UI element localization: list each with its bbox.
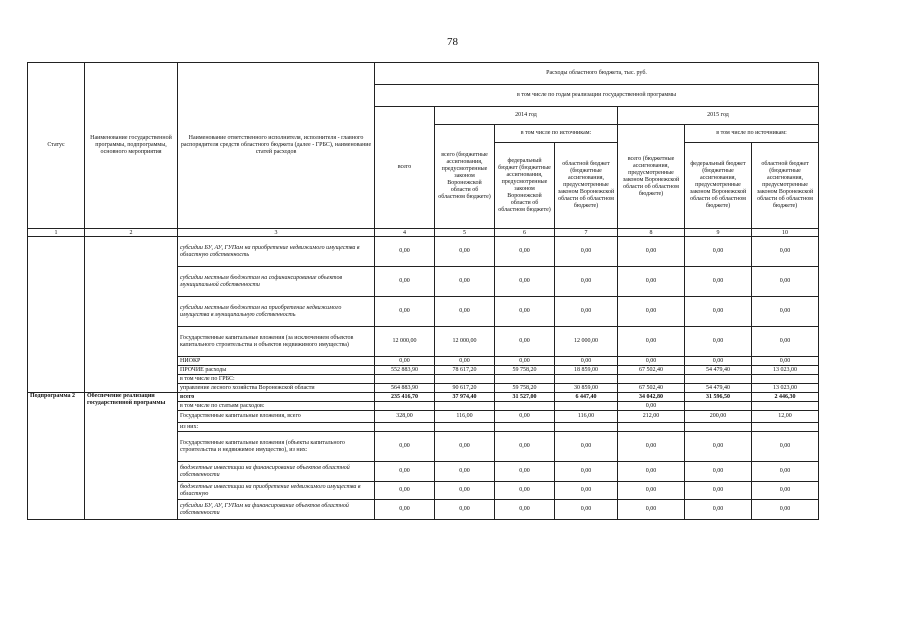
value-cell: 2 446,30 — [752, 393, 819, 402]
value-cell: 0,00 — [435, 357, 495, 366]
value-cell: 0,00 — [555, 500, 618, 520]
value-cell: 0,00 — [752, 500, 819, 520]
header-federal-2014: федеральный бюджет (бюджетные ассигнования, предусмотренные законом Воронежской области об областном бюджете) — [495, 143, 555, 229]
value-cell: 13 023,00 — [752, 384, 819, 393]
value-cell: 0,00 — [555, 237, 618, 267]
value-cell: 0,00 — [375, 357, 435, 366]
value-cell: 0,00 — [618, 357, 685, 366]
value-cell: 0,00 — [435, 482, 495, 500]
value-cell: 0,00 — [752, 237, 819, 267]
value-cell — [555, 423, 618, 432]
value-cell — [555, 375, 618, 384]
value-cell: 0,00 — [685, 267, 752, 297]
row-label: Государственные капитальные вложения (за исключением объектов капитального строительства и объектов недвижимого имущества) — [178, 327, 375, 357]
value-cell: 34 042,80 — [618, 393, 685, 402]
row-label: субсидии местным бюджетам на софинансирование объектов муниципальной собственности — [178, 267, 375, 297]
value-cell — [685, 375, 752, 384]
value-cell: 0,00 — [435, 432, 495, 462]
budget-table — [27, 62, 819, 520]
header-total: всего — [375, 107, 435, 229]
value-cell: 0,00 — [495, 327, 555, 357]
header-year-2015: 2015 год — [618, 107, 819, 125]
value-cell: 0,00 — [495, 297, 555, 327]
subprogram-name: Обеспечение реализации государственной программы — [85, 393, 178, 520]
value-cell: 0,00 — [435, 297, 495, 327]
value-cell: 0,00 — [752, 267, 819, 297]
value-cell — [375, 375, 435, 384]
value-cell — [752, 375, 819, 384]
value-cell: 0,00 — [495, 500, 555, 520]
value-cell: 0,00 — [752, 432, 819, 462]
row-label: бюджетные инвестиции на финансирование объектов областной собственности — [178, 462, 375, 482]
value-cell: 0,00 — [375, 237, 435, 267]
value-cell: 0,00 — [752, 327, 819, 357]
value-cell — [495, 423, 555, 432]
value-cell: 0,00 — [685, 432, 752, 462]
value-cell — [618, 375, 685, 384]
value-cell: 0,00 — [555, 267, 618, 297]
value-cell: 0,00 — [752, 482, 819, 500]
header-sources-2015: в том числе по источникам: — [685, 125, 819, 143]
value-cell: 0,00 — [435, 462, 495, 482]
row-label: субсидии БУ, АУ, ГУПам на финансирование объектов областной собственности — [178, 500, 375, 520]
value-cell: 212,00 — [618, 411, 685, 423]
status-cell — [28, 237, 85, 393]
table-row — [28, 237, 819, 267]
value-cell: 0,00 — [685, 462, 752, 482]
value-cell: 0,00 — [435, 267, 495, 297]
value-cell: 78 617,20 — [435, 366, 495, 375]
value-cell: 0,00 — [435, 237, 495, 267]
value-cell: 0,00 — [618, 267, 685, 297]
row-label: НИОКР — [178, 357, 375, 366]
header-by-years: в том числе по годам реализации государственной программы — [375, 85, 819, 107]
value-cell: 0,00 — [618, 482, 685, 500]
value-cell: 12 000,00 — [435, 327, 495, 357]
value-cell — [618, 423, 685, 432]
header-grbs: Наименование ответственного исполнителя, исполнителя - главного распорядителя средств областного бюджета (далее - ГРБС), наименование статей расходов — [178, 63, 375, 229]
value-cell — [435, 423, 495, 432]
value-cell: 0,00 — [618, 432, 685, 462]
value-cell: 0,00 — [495, 267, 555, 297]
header-all-budget: всего (бюджетные ассигнования, предусмотренные законом Воронежской области об областном бюджете) — [435, 125, 495, 229]
value-cell — [752, 423, 819, 432]
value-cell: 13 023,00 — [752, 366, 819, 375]
continued-rows — [28, 237, 819, 393]
value-cell — [375, 402, 435, 411]
header-expenses: Расходы областного бюджета, тыс. руб. — [375, 63, 819, 85]
value-cell: 0,00 — [752, 297, 819, 327]
program-cell — [85, 237, 178, 393]
value-cell: 0,00 — [618, 402, 685, 411]
value-cell: 12,00 — [752, 411, 819, 423]
value-cell: 328,00 — [375, 411, 435, 423]
column-numbers-row: 1 2 3 4 5 6 7 8 9 10 — [28, 229, 819, 237]
value-cell — [555, 402, 618, 411]
value-cell: 564 883,90 — [375, 384, 435, 393]
value-cell: 0,00 — [495, 237, 555, 267]
value-cell: 0,00 — [685, 357, 752, 366]
value-cell: 0,00 — [685, 500, 752, 520]
header-year-2014: 2014 год — [435, 107, 618, 125]
row-label: бюджетные инвестиции на приобретение недвижимого имущества в областную — [178, 482, 375, 500]
value-cell: 31 596,50 — [685, 393, 752, 402]
value-cell: 116,00 — [435, 411, 495, 423]
header-status: Статус — [28, 63, 85, 229]
subprogram-2-rows — [28, 393, 819, 520]
value-cell: 0,00 — [555, 297, 618, 327]
value-cell: 0,00 — [375, 432, 435, 462]
value-cell — [435, 402, 495, 411]
value-cell — [685, 423, 752, 432]
value-cell: 0,00 — [618, 327, 685, 357]
value-cell: 552 883,90 — [375, 366, 435, 375]
value-cell: 54 479,40 — [685, 366, 752, 375]
value-cell: 18 859,00 — [555, 366, 618, 375]
value-cell: 0,00 — [375, 267, 435, 297]
header-program-name: Наименование государственной программы, подпрограммы, основного мероприятия — [85, 63, 178, 229]
header-sources-2014: в том числе по источникам: — [495, 125, 618, 143]
value-cell: 31 527,00 — [495, 393, 555, 402]
value-cell: 12 000,00 — [555, 327, 618, 357]
value-cell: 0,00 — [555, 432, 618, 462]
value-cell: 0,00 — [685, 482, 752, 500]
value-cell: 0,00 — [555, 462, 618, 482]
value-cell: 0,00 — [375, 297, 435, 327]
value-cell: 0,00 — [618, 297, 685, 327]
value-cell: 0,00 — [752, 462, 819, 482]
value-cell: 0,00 — [618, 500, 685, 520]
value-cell: 37 974,40 — [435, 393, 495, 402]
value-cell: 54 479,40 — [685, 384, 752, 393]
value-cell: 90 617,20 — [435, 384, 495, 393]
value-cell: 0,00 — [752, 357, 819, 366]
value-cell: 0,00 — [495, 482, 555, 500]
value-cell: 67 502,40 — [618, 366, 685, 375]
value-cell: 0,00 — [685, 297, 752, 327]
row-label: субсидии местным бюджетам на приобретение недвижимого имущества в муниципальную собственность — [178, 297, 375, 327]
value-cell — [435, 375, 495, 384]
value-cell: 59 758,20 — [495, 366, 555, 375]
subprogram-status: Подпрограмма 2 — [28, 393, 85, 520]
value-cell: 0,00 — [618, 462, 685, 482]
value-cell: 0,00 — [375, 500, 435, 520]
page-number: 78 — [447, 36, 458, 48]
value-cell: 0,00 — [555, 482, 618, 500]
value-cell: 0,00 — [375, 482, 435, 500]
table-row — [28, 393, 819, 402]
row-label: из них: — [178, 423, 375, 432]
value-cell — [752, 402, 819, 411]
value-cell: 6 447,40 — [555, 393, 618, 402]
value-cell — [495, 375, 555, 384]
header-regional-2015: областной бюджет (бюджетные ассигнования, предусмотренные законом Воронежской области об областном бюджете) — [752, 143, 819, 229]
value-cell: 200,00 — [685, 411, 752, 423]
value-cell: 0,00 — [555, 357, 618, 366]
value-cell: 0,00 — [685, 237, 752, 267]
value-cell: 0,00 — [435, 500, 495, 520]
row-label: Государственные капитальные вложения, всего — [178, 411, 375, 423]
value-cell: 0,00 — [495, 462, 555, 482]
value-cell: 0,00 — [495, 411, 555, 423]
value-cell: 0,00 — [375, 462, 435, 482]
row-label: в том числе по статьям расходов: — [178, 402, 375, 411]
header-all-budget-2015: всего (бюджетные ассигнования, предусмотренные законом Воронежской области об областном бюджете) — [618, 125, 685, 229]
header-regional-2014: областной бюджет (бюджетные ассигнования, предусмотренные законом Воронежской области об областном бюджете) — [555, 143, 618, 229]
value-cell: 67 502,40 — [618, 384, 685, 393]
row-label: управление лесного хозяйства Воронежской области — [178, 384, 375, 393]
row-label: всего — [178, 393, 375, 402]
row-label: Государственные капитальные вложения (объекты капитального строительства и недвижимое имущество), из них: — [178, 432, 375, 462]
row-label: в том числе по ГРБС: — [178, 375, 375, 384]
value-cell: 0,00 — [618, 237, 685, 267]
row-label: субсидии БУ, АУ, ГУПам на приобретение недвижимого имущества в областную собственность — [178, 237, 375, 267]
value-cell: 30 859,00 — [555, 384, 618, 393]
value-cell — [495, 402, 555, 411]
row-label: ПРОЧИЕ расходы — [178, 366, 375, 375]
value-cell: 116,00 — [555, 411, 618, 423]
value-cell: 0,00 — [685, 327, 752, 357]
value-cell: 59 758,20 — [495, 384, 555, 393]
value-cell: 12 000,00 — [375, 327, 435, 357]
value-cell — [375, 423, 435, 432]
header-federal-2015: федеральный бюджет (бюджетные ассигнования, предусмотренные законом Воронежской области об областном бюджете) — [685, 143, 752, 229]
value-cell — [685, 402, 752, 411]
value-cell: 0,00 — [495, 357, 555, 366]
value-cell: 235 416,70 — [375, 393, 435, 402]
value-cell: 0,00 — [495, 432, 555, 462]
